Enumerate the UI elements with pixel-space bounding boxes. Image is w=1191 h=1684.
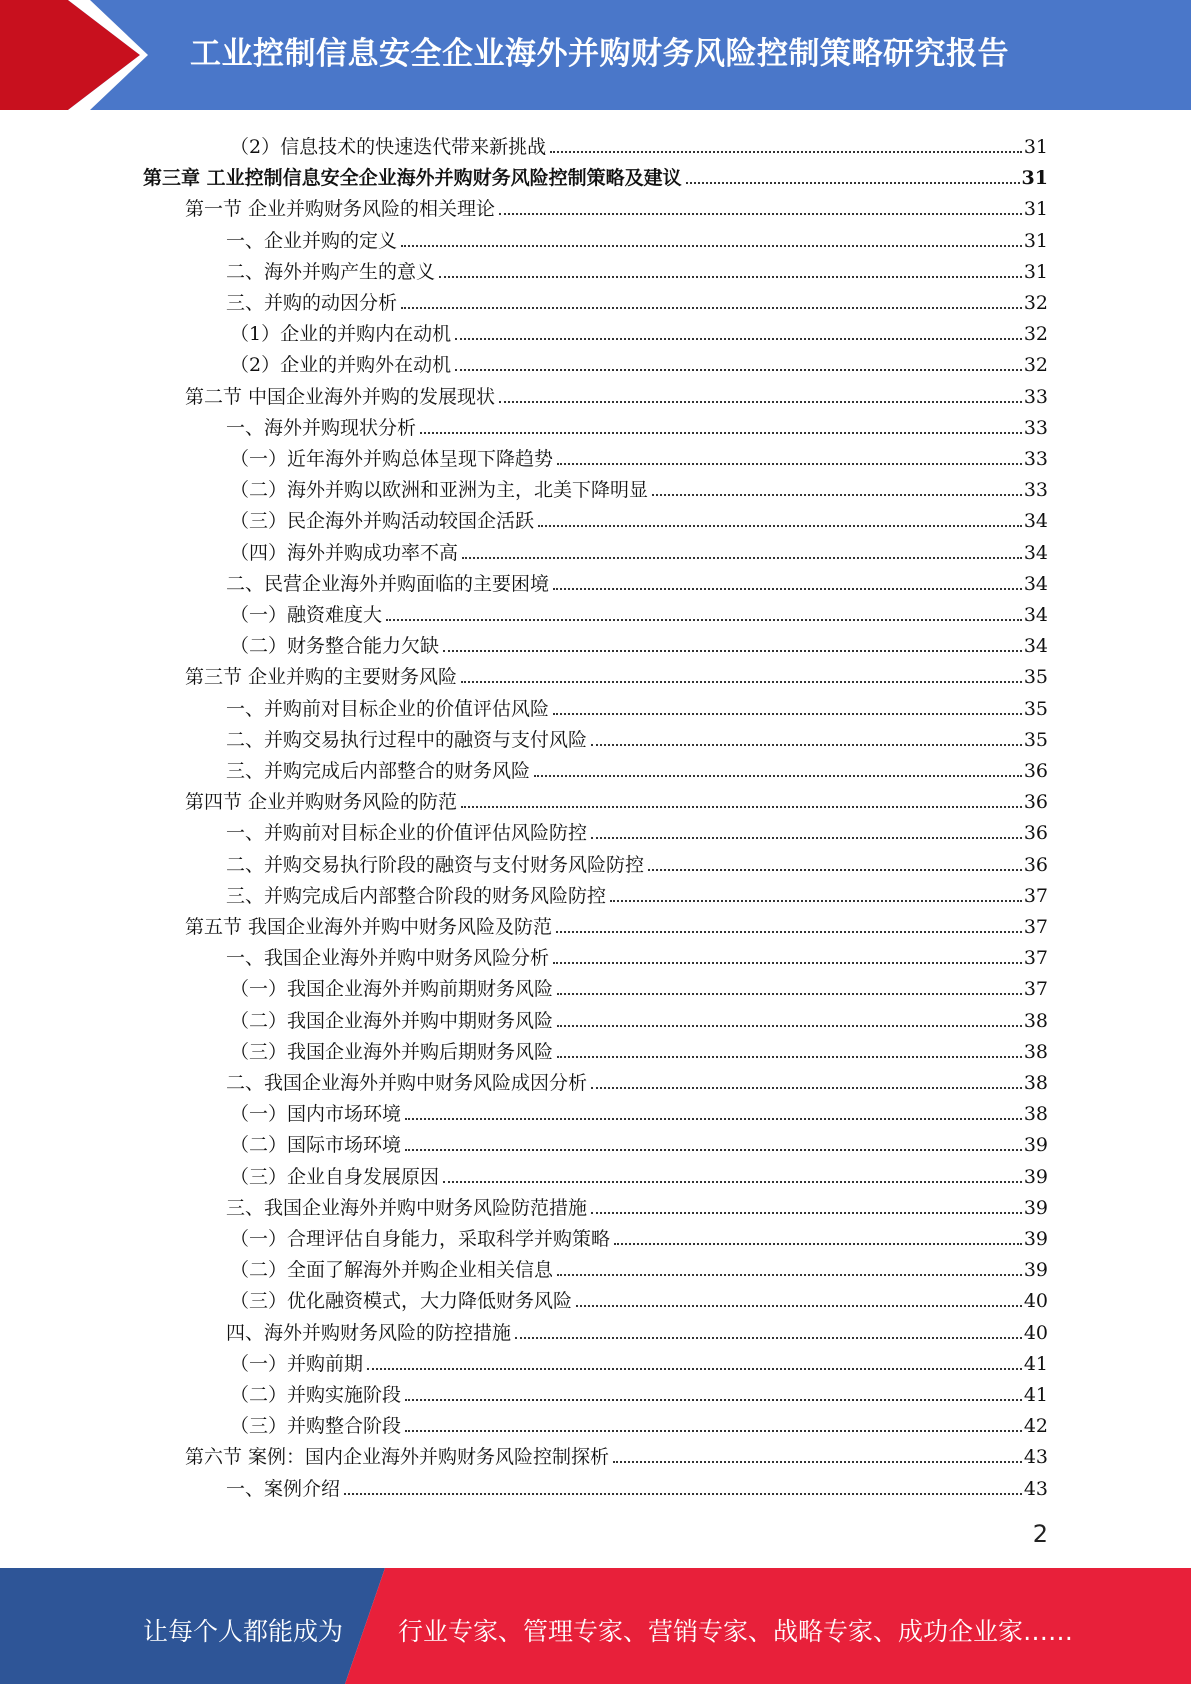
toc-entry-title: （一）近年海外并购总体呈现下降趋势	[230, 448, 554, 470]
toc-entry-title: （三）我国企业海外并购后期财务风险	[230, 1040, 554, 1063]
toc-entry-page: 35	[1023, 666, 1048, 689]
toc-entry-page: 39	[1023, 1196, 1048, 1219]
toc-entry-page: 38	[1023, 1009, 1048, 1032]
toc-entry[interactable]	[185, 1438, 1048, 1469]
toc-entry-page: 31	[1023, 229, 1048, 252]
toc-entry[interactable]	[230, 440, 1048, 471]
toc-entry[interactable]	[185, 378, 1048, 409]
toc-dot-leader	[550, 151, 1022, 153]
toc-dot-leader	[591, 1087, 1022, 1089]
toc-dot-leader	[553, 962, 1022, 964]
toc-dot-leader	[462, 557, 1022, 559]
toc-entry-title: 一、并购前对目标企业的价值评估风险防控	[226, 822, 588, 845]
toc-dot-leader	[591, 744, 1022, 746]
toc-entry-page: 43	[1023, 1477, 1048, 1500]
toc-entry-title: （二）并购实施阶段	[230, 1384, 402, 1406]
toc-entry-title: （1）企业的并购内在动机	[230, 323, 452, 346]
toc-entry-page: 34	[1023, 604, 1048, 626]
toc-entry-title: （二）全面了解海外并购企业相关信息	[230, 1259, 554, 1282]
toc-entry-page: 36	[1023, 822, 1048, 845]
toc-entry[interactable]	[230, 1158, 1048, 1189]
toc-dot-leader	[538, 525, 1022, 527]
toc-dot-leader	[420, 432, 1022, 434]
toc-entry[interactable]	[230, 1407, 1048, 1438]
toc-entry[interactable]	[185, 190, 1048, 221]
toc-entry[interactable]	[226, 1189, 1048, 1220]
toc-entry[interactable]	[143, 159, 1048, 190]
toc-entry-title: 三、并购的动因分析	[226, 292, 398, 314]
toc-entry-page: 35	[1023, 728, 1048, 751]
toc-entry-page: 31	[1023, 198, 1048, 221]
toc-dot-leader	[499, 213, 1022, 215]
toc-entry-title: 第一节 企业并购财务风险的相关理论	[185, 198, 496, 221]
toc-entry-page: 31	[1023, 260, 1048, 283]
toc-dot-leader	[461, 681, 1022, 683]
toc-entry-page: 35	[1023, 697, 1048, 720]
toc-dot-leader	[367, 1368, 1022, 1370]
toc-entry[interactable]	[230, 128, 1048, 159]
toc-dot-leader	[557, 993, 1022, 995]
toc-entry[interactable]	[226, 814, 1048, 845]
toc-dot-leader	[386, 619, 1022, 621]
toc-entry[interactable]	[230, 1376, 1048, 1407]
toc-dot-leader	[557, 463, 1022, 465]
toc-entry-page: 34	[1023, 510, 1048, 533]
toc-entry[interactable]	[226, 846, 1048, 877]
toc-entry-title: （2）企业的并购外在动机	[230, 354, 452, 377]
toc-dot-leader	[401, 307, 1022, 309]
toc-entry-title: （四）海外并购成功率不高	[230, 541, 459, 564]
toc-dot-leader	[515, 1337, 1022, 1339]
toc-entry[interactable]	[230, 534, 1048, 565]
toc-entry-page: 39	[1023, 1165, 1048, 1188]
toc-entry[interactable]	[226, 752, 1048, 783]
toc-entry-title: 二、并购交易执行阶段的融资与支付财务风险防控	[226, 853, 645, 876]
toc-dot-leader	[443, 1181, 1022, 1183]
toc-dot-leader	[405, 1118, 1022, 1120]
toc-entry-title: （2）信息技术的快速迭代带来新挑战	[230, 136, 547, 158]
toc-entry[interactable]	[230, 471, 1048, 502]
toc-entry[interactable]	[226, 1314, 1048, 1345]
toc-dot-leader	[613, 1461, 1022, 1463]
toc-entry-title: 二、民营企业海外并购面临的主要困境	[226, 572, 550, 595]
toc-dot-leader	[405, 1430, 1022, 1432]
toc-entry-page: 40	[1023, 1321, 1048, 1344]
toc-dot-leader	[652, 494, 1022, 496]
toc-entry-page: 37	[1023, 884, 1048, 907]
toc-dot-leader	[405, 1399, 1022, 1401]
toc-entry-page: 32	[1023, 323, 1048, 346]
toc-entry-title: 一、我国企业海外并购中财务风险分析	[226, 947, 550, 970]
toc-entry-page: 34	[1023, 541, 1048, 564]
toc-entry-title: （一）融资难度大	[230, 604, 383, 626]
toc-entry[interactable]	[230, 1095, 1048, 1126]
toc-dot-leader	[461, 806, 1022, 808]
toc-entry[interactable]	[226, 1470, 1048, 1501]
toc-entry[interactable]	[226, 1064, 1048, 1095]
toc-entry-title: 第三节 企业并购的主要财务风险	[185, 666, 458, 689]
toc-dot-leader	[557, 1274, 1022, 1276]
toc-dot-leader	[576, 1305, 1022, 1307]
toc-entry-title: 一、海外并购现状分析	[226, 416, 417, 439]
toc-entry-page: 31	[1023, 136, 1048, 158]
footer-slogan-right: 行业专家、管理专家、营销专家、战略专家、成功企业家……	[398, 1617, 1074, 1646]
toc-dot-leader	[553, 713, 1022, 715]
toc-entry-title: 第六节 案例：国内企业海外并购财务风险控制探析	[185, 1446, 610, 1469]
toc-entry[interactable]	[226, 565, 1048, 596]
toc-dot-leader	[648, 869, 1022, 871]
toc-entry-title: （二）海外并购以欧洲和亚洲为主，北美下降明显	[230, 479, 649, 502]
toc-entry-title: （三）优化融资模式，大力降低财务风险	[230, 1290, 573, 1313]
toc-entry-title: 三、并购完成后内部整合阶段的财务风险防控	[226, 884, 607, 907]
toc-entry-page: 34	[1023, 572, 1048, 595]
toc-dot-leader	[455, 369, 1022, 371]
toc-entry[interactable]	[230, 1002, 1048, 1033]
toc-entry-page: 39	[1023, 1259, 1048, 1282]
toc-entry[interactable]	[185, 908, 1048, 939]
toc-entry[interactable]	[226, 939, 1048, 970]
toc-entry[interactable]	[226, 284, 1048, 315]
toc-entry-page: 37	[1023, 947, 1048, 970]
toc-entry-page: 37	[1023, 916, 1048, 938]
toc-dot-leader	[610, 900, 1022, 902]
toc-dot-leader	[344, 1493, 1022, 1495]
toc-entry-page: 31	[1021, 167, 1048, 190]
toc-entry[interactable]	[226, 721, 1048, 752]
toc-entry-title: 二、并购交易执行过程中的融资与支付风险	[226, 728, 588, 751]
report-title: 工业控制信息安全企业海外并购财务风险控制策略研究报告	[190, 36, 1009, 72]
toc-entry[interactable]	[226, 222, 1048, 253]
toc-entry-page: 40	[1023, 1290, 1048, 1313]
toc-dot-leader	[401, 245, 1022, 247]
toc-entry[interactable]	[230, 970, 1048, 1001]
toc-entry-page: 36	[1023, 760, 1048, 782]
toc-entry-title: （三）民企海外并购活动较国企活跃	[230, 510, 535, 533]
toc-entry-title: 一、企业并购的定义	[226, 229, 398, 252]
toc-entry[interactable]	[230, 1033, 1048, 1064]
toc-dot-leader	[443, 650, 1022, 652]
toc-entry-page: 38	[1023, 1040, 1048, 1063]
toc-entry[interactable]	[230, 315, 1048, 346]
toc-entry-title: （一）我国企业海外并购前期财务风险	[230, 978, 554, 1001]
toc-entry-title: （二）国际市场环境	[230, 1134, 402, 1157]
toc-entry-page: 36	[1023, 853, 1048, 876]
toc-entry[interactable]	[185, 783, 1048, 814]
toc-entry-title: 四、海外并购财务风险的防控措施	[226, 1321, 512, 1344]
toc-entry[interactable]	[230, 596, 1048, 627]
toc-entry[interactable]	[230, 1282, 1048, 1313]
toc-dot-leader	[556, 931, 1022, 933]
toc-dot-leader	[499, 401, 1022, 403]
toc-entry[interactable]	[230, 346, 1048, 377]
toc-entry-title: 第四节 企业并购财务风险的防范	[185, 791, 458, 814]
page-header	[0, 0, 1191, 110]
toc-dot-leader	[686, 182, 1020, 184]
toc-dot-leader	[591, 1212, 1022, 1214]
toc-entry[interactable]	[230, 1126, 1048, 1157]
toc-dot-leader	[439, 276, 1022, 278]
footer-slogan-left: 让每个人都能成为	[143, 1617, 344, 1646]
toc-entry[interactable]	[230, 1251, 1048, 1282]
toc-dot-leader	[557, 1025, 1022, 1027]
toc-entry-title: 二、海外并购产生的意义	[226, 260, 436, 283]
toc-entry-page: 33	[1023, 385, 1048, 408]
toc-dot-leader	[455, 338, 1022, 340]
toc-dot-leader	[557, 1056, 1022, 1058]
toc-entry-page: 39	[1023, 1228, 1048, 1250]
toc-entry-page: 41	[1023, 1352, 1048, 1375]
toc-entry[interactable]	[226, 409, 1048, 440]
toc-entry-title: 三、我国企业海外并购中财务风险防范措施	[226, 1196, 588, 1219]
toc-entry-page: 38	[1023, 1072, 1048, 1094]
toc-entry[interactable]	[230, 502, 1048, 533]
toc-entry-title: 二、我国企业海外并购中财务风险成因分析	[226, 1072, 588, 1094]
toc-entry-page: 32	[1023, 354, 1048, 377]
page-footer	[0, 1568, 1191, 1684]
toc-dot-leader	[534, 775, 1022, 777]
toc-entry[interactable]	[230, 1345, 1048, 1376]
toc-entry[interactable]	[226, 877, 1048, 908]
toc-entry[interactable]	[226, 253, 1048, 284]
toc-entry-page: 33	[1023, 448, 1048, 470]
toc-entry-title: 第二节 中国企业海外并购的发展现状	[185, 385, 496, 408]
toc-entry-page: 33	[1023, 416, 1048, 439]
toc-entry-title: 第五节 我国企业海外并购中财务风险及防范	[185, 916, 553, 938]
toc-entry[interactable]	[185, 658, 1048, 689]
toc-entry[interactable]	[230, 627, 1048, 658]
toc-entry-page: 41	[1023, 1384, 1048, 1406]
toc-entry-title: 一、案例介绍	[226, 1477, 341, 1500]
toc-entry-page: 33	[1023, 479, 1048, 502]
toc-dot-leader	[405, 1149, 1022, 1151]
toc-entry-page: 43	[1023, 1446, 1048, 1469]
toc-entry-title: （一）并购前期	[230, 1352, 364, 1375]
toc-dot-leader	[614, 1243, 1022, 1245]
page-number: 2	[1032, 1520, 1048, 1548]
toc-entry[interactable]	[226, 690, 1048, 721]
toc-entry-title: 第三章 工业控制信息安全企业海外并购财务风险控制策略及建议	[143, 167, 682, 190]
toc-entry-title: （三）企业自身发展原因	[230, 1165, 440, 1188]
toc-entry-title: 三、并购完成后内部整合的财务风险	[226, 760, 531, 782]
toc-entry-page: 37	[1023, 978, 1048, 1001]
toc-entry-title: （三）并购整合阶段	[230, 1415, 402, 1438]
toc-entry[interactable]	[230, 1220, 1048, 1251]
toc-entry-title: 一、并购前对目标企业的价值评估风险	[226, 697, 550, 720]
toc-entry-page: 42	[1023, 1415, 1048, 1438]
toc-entry-title: （二）我国企业海外并购中期财务风险	[230, 1009, 554, 1032]
toc-entry-page: 39	[1023, 1134, 1048, 1157]
toc-dot-leader	[553, 588, 1022, 590]
toc-entry-title: （一）国内市场环境	[230, 1103, 402, 1126]
toc-entry-page: 36	[1023, 791, 1048, 814]
toc-entry-title: （一）合理评估自身能力，采取科学并购策略	[230, 1228, 611, 1250]
toc-entry-page: 38	[1023, 1103, 1048, 1126]
toc-dot-leader	[591, 837, 1022, 839]
toc-entry-title: （二）财务整合能力欠缺	[230, 635, 440, 658]
toc-entry-page: 32	[1023, 292, 1048, 314]
toc-entry-page: 34	[1023, 635, 1048, 658]
